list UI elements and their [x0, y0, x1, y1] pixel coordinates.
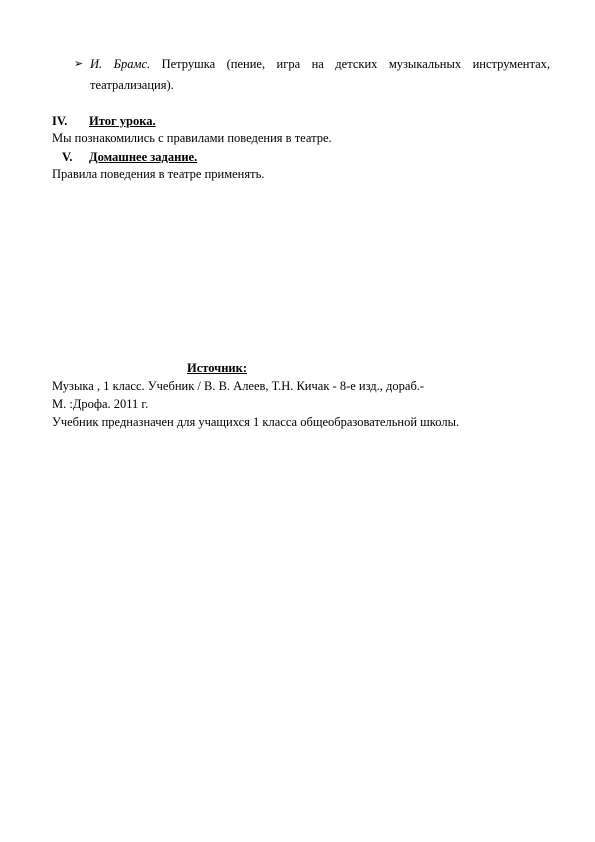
section-iv-number: IV.: [52, 114, 68, 128]
bullet-line-1-text: Петрушка (пение, игра на детских музыкальных инструментах,: [161, 57, 550, 71]
composer-name: И. Брамс.: [90, 57, 151, 71]
source-heading: Источник:: [187, 361, 247, 375]
arrow-bullet-icon: ➢: [74, 57, 84, 70]
bullet-line-2: театрализация).: [90, 78, 174, 92]
source-line-1: Музыка , 1 класс. Учебник / В. В. Алеев, Т.Н. Кичак - 8-е изд., дораб.-: [52, 379, 425, 393]
source-line-2: М. :Дрофа. 2011 г.: [52, 397, 149, 411]
section-v-title: Домашнее задание.: [89, 150, 198, 164]
source-line-3: Учебник предназначен для учащихся 1 класса общеобразовательной школы.: [52, 415, 460, 429]
section-v-number: V.: [62, 150, 73, 164]
section-iv-text: Мы познакомились с правилами поведения в театре.: [52, 131, 332, 145]
bullet-line-1: [90, 58, 550, 71]
section-iv-title: Итог урока.: [89, 114, 156, 128]
section-v-text: Правила поведения в театре применять.: [52, 167, 265, 181]
